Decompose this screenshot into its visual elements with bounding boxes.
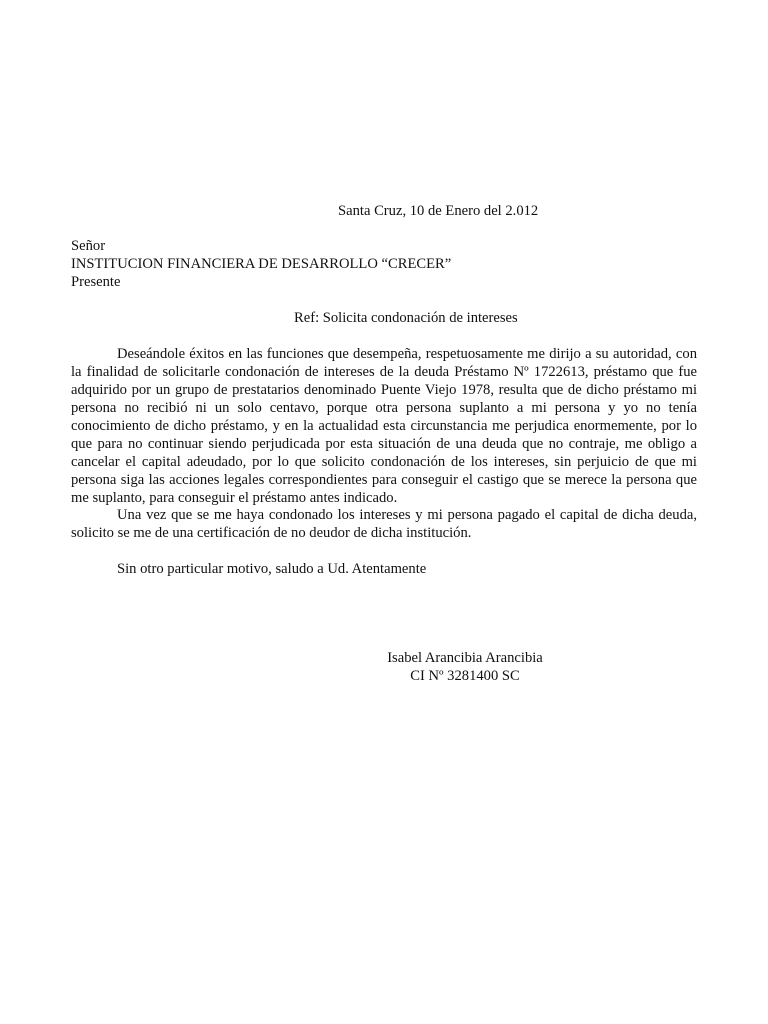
- date-line: Santa Cruz, 10 de Enero del 2.012: [338, 203, 539, 219]
- reference-line: Ref: Solicita condonación de intereses: [294, 310, 518, 326]
- recipient-institution: INSTITUCION FINANCIERA DE DESARROLLO “CRECER”: [71, 256, 452, 272]
- signature-name: Isabel Arancibia Arancibia: [387, 650, 543, 666]
- body-paragraph-1: Deseándole éxitos en las funciones que desempeña, respetuosamente me dirijo a su autoridad, con la finalidad de solicitarle condonación de intereses de la deuda Préstamo Nº 1722613, préstamo que fue adquirido por un grupo de prestatarios denominado Puente Viejo 1978, resulta que de dicho préstamo mi persona no recibió ni un solo centavo, porque otra persona suplanto a mi persona y yo no tenía conocimiento de dicho préstamo, y en la actualidad esta circunstancia me perjudica enormemente, por lo que para no continuar siendo perjudicada por esta situación de una deuda que no contraje, me obligo a cancelar el capital adeudado, por lo que solicito condonación de los intereses, sin perjuicio de que mi persona siga las acciones legales correspondientes para conseguir el castigo que se merece la persona que me suplanto, para conseguir el préstamo antes indicado.: [71, 346, 697, 506]
- body-paragraph-2: Una vez que se me haya condonado los intereses y mi persona pagado el capital de dicha deuda, solicito se me de una certificación de no deudor de dicha institución.: [71, 507, 697, 541]
- closing-line: Sin otro particular motivo, saludo a Ud. Atentamente: [117, 561, 427, 577]
- recipient-presente: Presente: [71, 274, 121, 290]
- recipient-salutation: Señor: [71, 238, 106, 254]
- signature-id: CI Nº 3281400 SC: [410, 668, 520, 684]
